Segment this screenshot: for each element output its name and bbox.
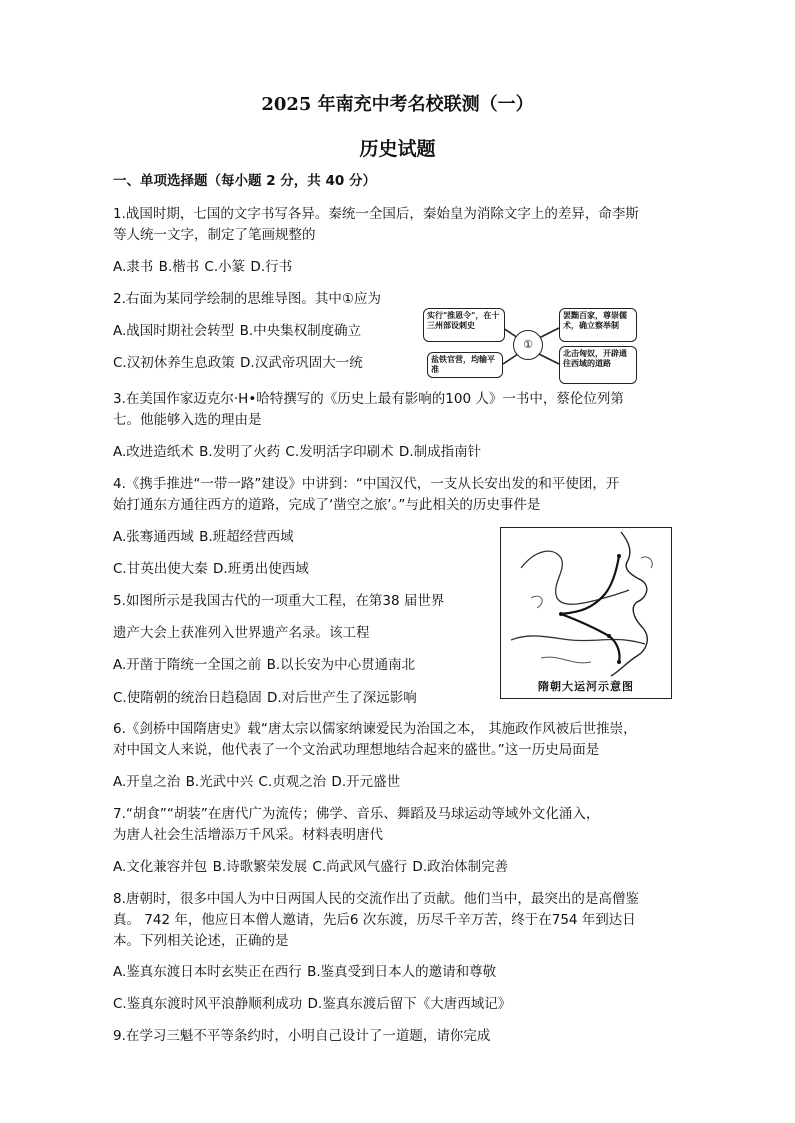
q8-stem-line1: 8.唐朝时，很多中国人为中日两国人民的交流作出了贡献。他们当中，最突出的是高僧鉴 [113,891,639,907]
q5-stem-line2: 遗产大会上获准列入世界遗产名录。该工程 [113,625,370,641]
q1-stem-line2: 等人统一文字，制定了笔画规整的 [113,227,316,243]
q8-stem-line3: 本。下列相关论述，正确的是 [113,933,289,949]
q6-stem-line1: 6.《剑桥中国隋唐史》载“唐太宗以儒家纳谏爱民为治国之本， 其施政作风被后世推崇， [113,721,637,737]
q2-options-line1: A.战国时期社会转型 B.中央集权制度确立 [113,323,362,339]
q4-options-line2: C.甘英出使大秦 D.班勇出使西域 [113,561,309,577]
q5-stem-line1: 5.如图所示是我国古代的一项重大工程，在第38 届世界 [113,593,445,609]
q1-stem-line1: 1.战国时期，七国的文字书写各异。秦统一全国后，秦始皇为消除文字上的差异，命李斯 [113,206,639,222]
q7-stem-line1: 7.“胡食”“胡装”在唐代广为流传；佛学、音乐、舞蹈及马球运动等域外文化涌入， [113,806,600,822]
exam-subtitle: 历史试题 [359,138,436,160]
q2-stem: 2.右面为某同学绘制的思维导图。其中①应为 [113,291,381,307]
exam-title: 2025 年南充中考名校联测（一） [261,94,534,115]
q9-stem: 9.在学习三魁不平等条约时，小明自己设计了一道题，请你完成 [113,1028,491,1044]
grand-canal-map [500,527,672,699]
q5-options-line2: C.使隋朝的统治日趋稳固 D.对后世产生了深远影响 [113,690,417,706]
q3-stem-line2: 七。他能够入选的理由是 [113,412,262,428]
q6-stem-line2: 对中国文人来说，他代表了一个文治武功理想地结合起来的盛世。”这一历史局面是 [113,742,600,758]
q4-options-line1: A.张骞通西域 B.班超经营西域 [113,529,294,545]
q4-stem-line1: 4.《携手推进“一带一路”建设》中讲到：“中国汉代，一支从长安出发的和平使团，开 [113,476,620,492]
q8-options-line2: C.鉴真东渡时风平浪静顺利成功 D.鉴真东渡后留下《大唐西域记》 [113,996,512,1012]
mind-map-node-bottom-left: 盐铁官营，均输平准 [427,352,503,378]
q4-stem-line2: 始打通东方通往西方的道路，完成了‘凿空之旅’。”与此相关的历史事件是 [113,497,541,513]
mind-map-node-top-right: 罢黜百家，尊崇儒术，确立察举制 [559,308,637,342]
q3-options: A.改进造纸术 B.发明了火药 C.发明活字印刷术 D.制成指南针 [113,444,482,460]
q1-options: A.隶书 B.楷书 C.小篆 D.行书 [113,259,293,275]
q2-options-line2: C.汉初休养生息政策 D.汉武帝巩固大一统 [113,355,363,371]
q3-stem-line1: 3.在美国作家迈克尔·H•哈特撰写的《历史上最有影响的100 人》一书中，蔡伦位列第 [113,391,624,407]
q7-options: A.文化兼容并包 B.诗歌繁荣发展 C.尚武风气盛行 D.政治体制完善 [113,859,509,875]
mind-map-diagram [423,306,639,386]
q5-options-line1: A.开凿于隋统一全国之前 B.以长安为中心贯通南北 [113,657,416,673]
mind-map-center-node: ① [513,330,543,360]
section-heading: 一、单项选择题（每小题 2 分，共 40 分） [113,173,376,189]
q8-options-line1: A.鉴真东渡日本时玄奘正在西行 B.鉴真受到日本人的邀请和尊敬 [113,964,497,980]
map-caption: 隋朝大运河示意图 [538,680,634,693]
grand-canal-map-drawing [501,528,671,678]
mind-map-node-bottom-right: 北击匈奴，开辟通往西域的道路 [559,346,637,384]
q6-options: A.开皇之治 B.光武中兴 C.贞观之治 D.开元盛世 [113,774,401,790]
mind-map-node-top-left: 实行"推恩令"，在十三州部设刺史 [423,308,505,342]
q8-stem-line2: 真。 742 年，他应日本僧人邀请，先后6 次东渡，历尽千辛万苦，终于在754 年到达日 [113,912,636,928]
q7-stem-line2: 为唐人社会生活增添万千风采。材料表明唐代 [113,827,383,843]
